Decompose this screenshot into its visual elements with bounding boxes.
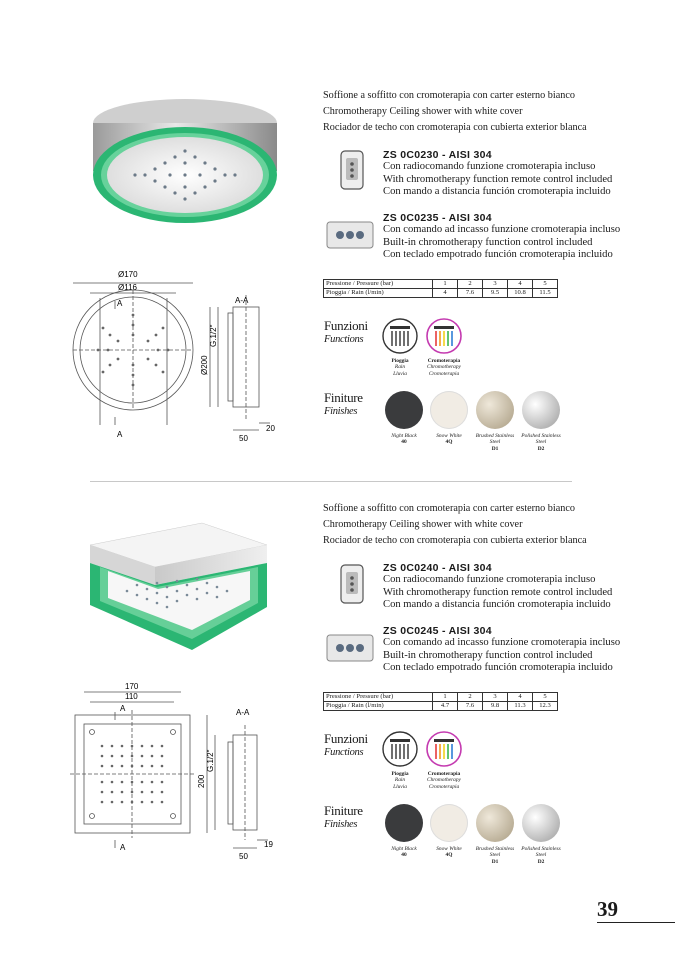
finish-code: D2: [537, 858, 545, 865]
rain-value: 7.6: [458, 702, 483, 711]
square-technical-drawing: [70, 680, 290, 865]
rain-icon: [382, 731, 418, 767]
desc-en: Chromotherapy Ceiling shower with white cover: [323, 519, 523, 530]
finishes-title: Finiture: [324, 390, 363, 405]
section-mark-top: A: [117, 299, 123, 308]
dim-thread: G.1/2": [209, 324, 218, 347]
section-aa-label: A-A: [236, 708, 250, 717]
model-line: Con teclado empotrado función cromoterapia incluido: [383, 662, 613, 674]
model-code: ZS 0C0245 - AISI 304: [383, 625, 492, 637]
finish-code: D2: [537, 445, 545, 452]
finish-code: 40: [401, 439, 407, 446]
model-line: Con teclado empotrado función cromoterapia incluido: [383, 249, 613, 261]
pressure-value: 3: [483, 693, 508, 702]
rain-label: Pioggia / Rain (l/min): [324, 702, 433, 711]
finish-caption: [427, 846, 471, 859]
pressure-label: Pressione / Pressure (bar): [324, 280, 433, 289]
dim-thread: G.1/2": [206, 749, 215, 772]
finish-code: D1: [491, 445, 499, 452]
model-line: With chromotherapy function remote control included: [383, 586, 613, 598]
caption-l3: Cromoterapia: [428, 783, 460, 790]
model-line: Con comando ad incasso funzione cromoterapia incluso: [383, 637, 621, 648]
chromotherapy-icon: [426, 731, 462, 767]
finishes-subtitle: Finishes: [324, 819, 358, 830]
caption-l3: Lluvia: [393, 783, 407, 790]
model-line: Con comando ad incasso funzione cromoterapia incluso: [383, 224, 621, 235]
caption-l2: Chromotherapy: [427, 364, 461, 371]
model-line: Con mando a distancia función cromoterapia incluido: [383, 186, 611, 198]
model-line: Con radiocomando funzione cromoterapia incluso: [383, 574, 596, 585]
square-shower-image: [82, 515, 272, 655]
finish-name: Brushed Stainless Steel: [475, 846, 515, 859]
function-chromo-caption: [422, 771, 466, 790]
rain-value: 4: [433, 289, 458, 298]
finishes-subtitle: Finishes: [324, 406, 358, 417]
dim-depth: 20: [266, 424, 275, 433]
finish-code: 4Q: [445, 439, 453, 446]
model-line: With chromotherapy function remote control included: [383, 173, 613, 185]
finish-name: Snow White: [436, 846, 462, 852]
model-line: Built-in chromotherapy function control included: [383, 236, 593, 248]
pressure-value: 5: [533, 693, 558, 702]
rain-value: 11.3: [508, 702, 533, 711]
caption-l1: Cromoterapia: [427, 771, 461, 777]
desc-it: Soffione a soffitto con cromoterapia con carter esterno bianco: [323, 90, 575, 101]
finish-caption: [473, 846, 517, 865]
model-line: Con mando a distancia función cromoterapia incluido: [383, 599, 611, 611]
finishes-heading: [324, 803, 363, 830]
builtin-control-icon: [326, 634, 374, 662]
function-rain-caption: [378, 771, 422, 790]
finish-caption: [519, 846, 563, 865]
finish-swatch-night-black: [385, 804, 423, 842]
caption-l3: Lluvia: [393, 370, 407, 377]
pressure-value: 5: [533, 280, 558, 289]
model-code: ZS 0C0230 - AISI 304: [383, 149, 492, 161]
section-mark-bottom: A: [120, 843, 126, 852]
finish-swatch-brushed-steel: [476, 804, 514, 842]
pressure-value: 1: [433, 280, 458, 289]
dim-outer: 170: [125, 682, 139, 691]
rain-value: 10.8: [508, 289, 533, 298]
rain-value: 9.8: [483, 702, 508, 711]
functions-title: Funzioni: [324, 318, 368, 333]
dim-outer: Ø170: [118, 270, 138, 279]
section-mark-top: A: [120, 704, 126, 713]
functions-heading: [324, 731, 368, 758]
finish-name: Polished Stainless Steel: [521, 433, 561, 446]
function-chromo: [426, 731, 462, 772]
pressure-value: 2: [458, 280, 483, 289]
pressure-label: Pressione / Pressure (bar): [324, 693, 433, 702]
dim-height: Ø200: [200, 355, 209, 375]
rain-value: 11.5: [533, 289, 558, 298]
page-number-rule: [597, 922, 675, 923]
page-number: 39: [597, 897, 618, 921]
desc-en: Chromotherapy Ceiling shower with white cover: [323, 106, 523, 117]
functions-subtitle: Functions: [324, 747, 364, 758]
caption-l1: Pioggia: [391, 771, 409, 777]
desc-es: Rociador de techo con cromoterapia con cubierta exterior blanca: [323, 535, 587, 546]
rain-label: Pioggia / Rain (l/min): [324, 289, 433, 298]
pressure-value: 2: [458, 693, 483, 702]
model-code: ZS 0C0240 - AISI 304: [383, 562, 492, 574]
functions-title: Funzioni: [324, 731, 368, 746]
caption-l1: Pioggia: [391, 358, 409, 364]
finish-name: Brushed Stainless Steel: [475, 433, 515, 446]
dim-height: 200: [197, 774, 206, 788]
function-rain: [382, 731, 418, 772]
rain-value: 4.7: [433, 702, 458, 711]
dim-inner: 110: [125, 692, 138, 701]
caption-l1: Cromoterapia: [427, 358, 461, 364]
product-description: [323, 501, 587, 549]
caption-l2: Rain: [394, 364, 406, 371]
pressure-value: 1: [433, 693, 458, 702]
finish-swatch-snow-white: [430, 804, 468, 842]
dim-width: 50: [239, 434, 248, 443]
desc-it: Soffione a soffitto con cromoterapia con carter esterno bianco: [323, 503, 575, 514]
finish-swatch-polished-steel: [522, 804, 560, 842]
rain-value: 7.6: [458, 289, 483, 298]
dim-depth: 19: [264, 840, 273, 849]
rain-value: 12.3: [533, 702, 558, 711]
finish-name: Night Black: [391, 846, 417, 852]
caption-l2: Chromotherapy: [427, 777, 461, 784]
functions-subtitle: Functions: [324, 334, 364, 345]
model-line: Con radiocomando funzione cromoterapia incluso: [383, 161, 596, 172]
model-code: ZS 0C0235 - AISI 304: [383, 212, 492, 224]
finish-code: 40: [401, 852, 407, 859]
dim-inner: Ø116: [118, 283, 137, 292]
pressure-value: 4: [508, 693, 533, 702]
caption-l3: Cromoterapia: [428, 370, 460, 377]
remote-control-icon: [340, 564, 364, 604]
finish-name: Night Black: [391, 433, 417, 439]
rain-value: 9.5: [483, 289, 508, 298]
dim-width: 50: [239, 852, 248, 861]
model-line: Built-in chromotherapy function control included: [383, 649, 593, 661]
pressure-value: 4: [508, 280, 533, 289]
pressure-value: 3: [483, 280, 508, 289]
section-mark-bottom: A: [117, 430, 123, 439]
finishes-title: Finiture: [324, 803, 363, 818]
finish-name: Polished Stainless Steel: [521, 846, 561, 859]
model-0c0240: [383, 562, 612, 612]
pressure-table: [323, 692, 558, 711]
desc-es: Rociador de techo con cromoterapia con cubierta exterior blanca: [323, 122, 587, 133]
finish-name: Snow White: [436, 433, 462, 439]
model-0c0245: [383, 625, 620, 675]
finish-caption: [382, 846, 426, 859]
section-aa-label: A-A: [235, 296, 249, 305]
finish-code: D1: [491, 858, 499, 865]
finish-code: 4Q: [445, 852, 453, 859]
caption-l2: Rain: [394, 777, 406, 784]
